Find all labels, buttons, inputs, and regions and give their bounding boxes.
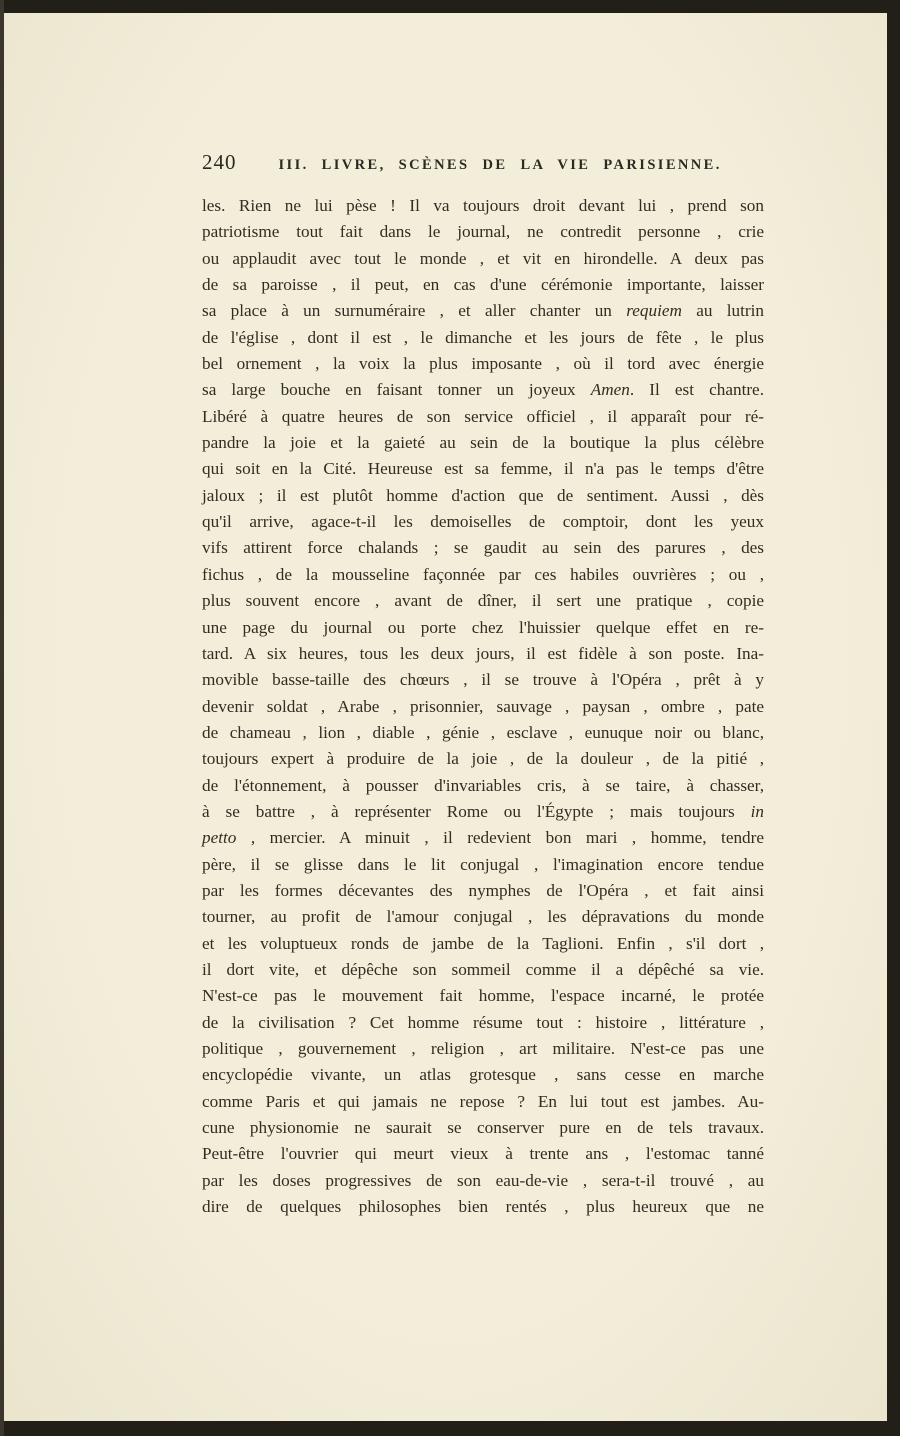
text-line: Libéré à quatre heures de son service officiel , il apparaît pour ré- [202,406,764,426]
text-line: tourner, au profit de l'amour conjugal , les dépravations du monde [202,907,764,927]
text-line: sa place à un surnuméraire , et aller chanter un requiem au lutrin [202,301,764,321]
text-line: patriotisme tout fait dans le journal, ne contredit personne , crie [202,222,764,242]
text-line: père, il se glisse dans le lit conjugal , l'imagination encore tendue [202,854,764,874]
scan-edge-bottom [0,1421,900,1436]
text-line: encyclopédie vivante, un atlas grotesque , sans cesse en marche [202,1065,764,1085]
text-line: bel ornement , la voix la plus imposante , où il tord avec énergie [202,354,764,374]
text-block [202,150,764,1220]
text-line: politique , gouvernement , religion , art militaire. N'est-ce pas une [202,1039,764,1058]
body-text [202,193,764,1220]
text-line: devenir soldat , Arabe , prisonnier, sauvage , paysan , ombre , pate [202,696,764,716]
text-line: il dort vite, et dépêche son sommeil comme il a dépêché sa vie. [202,959,764,979]
running-title: III. LIVRE, SCÈNES DE LA VIE PARISIENNE. [278,157,722,173]
text-line: qui soit en la Cité. Heureuse est sa femme, il n'a pas le temps d'être [202,459,764,479]
running-head [202,150,764,175]
text-line: par les formes décevantes des nymphes de l'Opéra , et fait ainsi [202,880,764,900]
text-line: pandre la joie et la gaieté au sein de la boutique la plus célèbre [202,433,764,453]
text-line: toujours expert à produire de la joie , de la douleur , de la pitié , [202,749,764,769]
text-line: vifs attirent force chalands ; se gaudit au sein des parures , des [202,538,764,558]
text-line: de l'étonnement, à pousser d'invariables cris, à se taire, à chasser, [202,775,764,795]
text-line: comme Paris et qui jamais ne repose ? En lui tout est jambes. Au- [202,1091,764,1111]
text-line: qu'il arrive, agace-t-il les demoiselles de comptoir, dont les yeux [202,512,764,532]
text-line: jaloux ; il est plutôt homme d'action que de sentiment. Aussi , dès [202,485,764,505]
text-line: une page du journal ou porte chez l'huissier quelque effet en re- [202,617,764,637]
text-line: dire de quelques philosophes bien rentés , plus heureux que ne [202,1197,764,1217]
text-line: à se battre , à représenter Rome ou l'Égypte ; mais toujours in [202,801,764,821]
text-line: movible basse-taille des chœurs , il se trouve à l'Opéra , prêt à y [202,670,764,690]
text-line: les. Rien ne lui pèse ! Il va toujours droit devant lui , prend son [202,196,764,215]
text-line: Peut-être l'ouvrier qui meurt vieux à trente ans , l'estomac tanné [202,1144,764,1164]
text-line: tard. A six heures, tous les deux jours, il est fidèle à son poste. Ina- [202,643,764,663]
scan-edge-top [0,0,900,13]
text-line: de chameau , lion , diable , génie , esclave , eunuque noir ou blanc, [202,722,764,742]
text-line: fichus , de la mousseline façonnée par ces habiles ouvrières ; ou , [202,564,764,584]
text-line: cune physionomie ne saurait se conserver pure en de tels travaux. [202,1118,764,1138]
text-line: plus souvent encore , avant de dîner, il sert une pratique , copie [202,591,764,611]
scan-edge-left [0,0,4,1436]
text-line: N'est-ce pas le mouvement fait homme, l'espace incarné, le protée [202,986,764,1006]
text-line: ou applaudit avec tout le monde , et vit en hirondelle. A deux pas [202,248,764,268]
text-line: de la civilisation ? Cet homme résume tout : histoire , littérature , [202,1012,764,1032]
text-line: par les doses progressives de son eau-de-vie , sera-t-il trouvé , au [202,1170,764,1190]
text-line: de sa paroisse , il peut, en cas d'une cérémonie importante, laisser [202,275,764,295]
scan-edge-right [887,0,900,1436]
text-line: sa large bouche en faisant tonner un joyeux Amen. Il est chantre. [202,380,764,400]
text-line: de l'église , dont il est , le dimanche et les jours de fête , le plus [202,327,764,347]
text-line: petto , mercier. A minuit , il redevient bon mari , homme, tendre [202,828,764,848]
text-line: et les voluptueux ronds de jambe de la Taglioni. Enfin , s'il dort , [202,933,764,953]
page-number: 240 [202,150,237,174]
